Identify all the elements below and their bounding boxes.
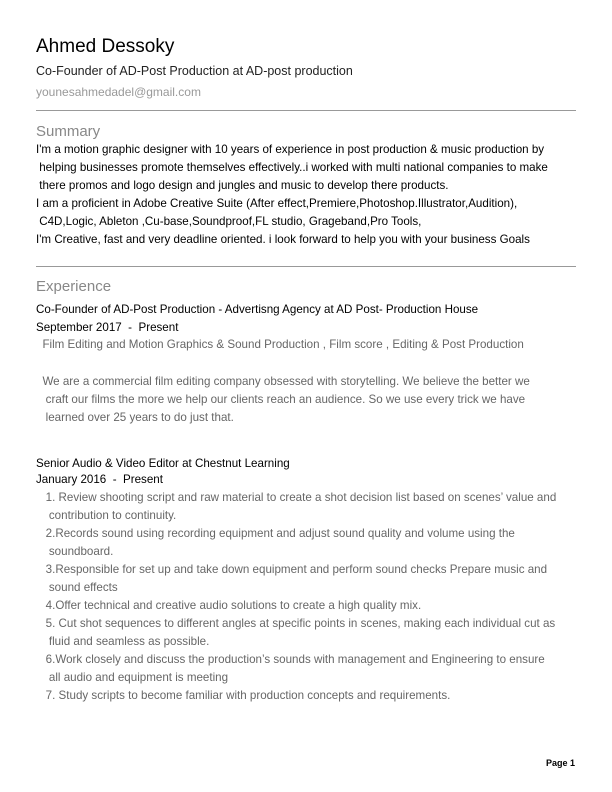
divider: [36, 110, 576, 111]
job-title: Co-Founder of AD-Post Production - Advertisng Agency at AD Post- Production House: [36, 303, 479, 316]
job-description-line: sound effects: [36, 581, 118, 594]
job-title: Senior Audio & Video Editor at Chestnut Learning: [36, 457, 290, 470]
job-description-line: 7. Study scripts to become familiar with production concepts and requirements.: [36, 689, 451, 702]
job-description-line: 5. Cut shot sequences to different angles at specific points in scenes, making each individual cut as: [36, 617, 556, 630]
job-description-line: 1. Review shooting script and raw material to create a shot decision list based on scenes’ value and: [36, 491, 557, 504]
email[interactable]: younesahmedadel@gmail.com: [36, 85, 201, 99]
job-description-line: contribution to continuity.: [36, 509, 177, 522]
page-number: Page 1: [545, 758, 575, 768]
summary-line: I'm Creative, fast and very deadline oriented. i look forward to help you with your business Goals: [36, 233, 530, 246]
divider: [36, 266, 576, 267]
job-description-line: 3.Responsible for set up and take down equipment and perform sound checks Prepare music and: [36, 563, 548, 576]
job-description-line: learned over 25 years to do just that.: [36, 411, 234, 424]
job-description-line: soundboard.: [36, 545, 114, 558]
summary-line: helping businesses promote themselves effectively..i worked with multi national companies to make: [36, 161, 548, 174]
job-description-line: 4.Offer technical and creative audio solutions to create a high quality mix.: [36, 599, 422, 612]
job-description-line: We are a commercial film editing company obsessed with storytelling. We believe the better we: [36, 375, 530, 388]
job-description-line: craft our films the more we help our clients reach an audience. So we use every trick we have: [36, 393, 526, 406]
summary-line: I'm a motion graphic designer with 10 years of experience in post production & music production by: [36, 143, 545, 156]
job-description-line: all audio and equipment is meeting: [36, 671, 229, 684]
person-name: Ahmed Dessoky: [36, 36, 175, 57]
job-description-line: Film Editing and Motion Graphics & Sound Production , Film score , Editing & Post Production: [36, 338, 524, 351]
headline: Co-Founder of AD-Post Production at AD-post production: [36, 64, 353, 78]
job-dates: September 2017 - Present: [36, 321, 179, 334]
job-description-line: fluid and seamless as possible.: [36, 635, 210, 648]
summary-heading: Summary: [36, 123, 101, 140]
summary-line: C4D,Logic, Ableton ,Cu-base,Soundproof,FL studio, Grageband,Pro Tools,: [36, 215, 422, 228]
job-dates: January 2016 - Present: [36, 473, 163, 486]
job-description-line: 6.Work closely and discuss the production’s sounds with management and Engineering to ensure: [36, 653, 545, 666]
job-description-line: 2.Records sound using recording equipment and adjust sound quality and volume using the: [36, 527, 515, 540]
experience-heading: Experience: [36, 278, 112, 295]
summary-line: I am a proficient in Adobe Creative Suite (After effect,Premiere,Photoshop.Illustrator,Audition),: [36, 197, 518, 210]
summary-line: there promos and logo design and jungles and music to develop there products.: [36, 179, 449, 192]
